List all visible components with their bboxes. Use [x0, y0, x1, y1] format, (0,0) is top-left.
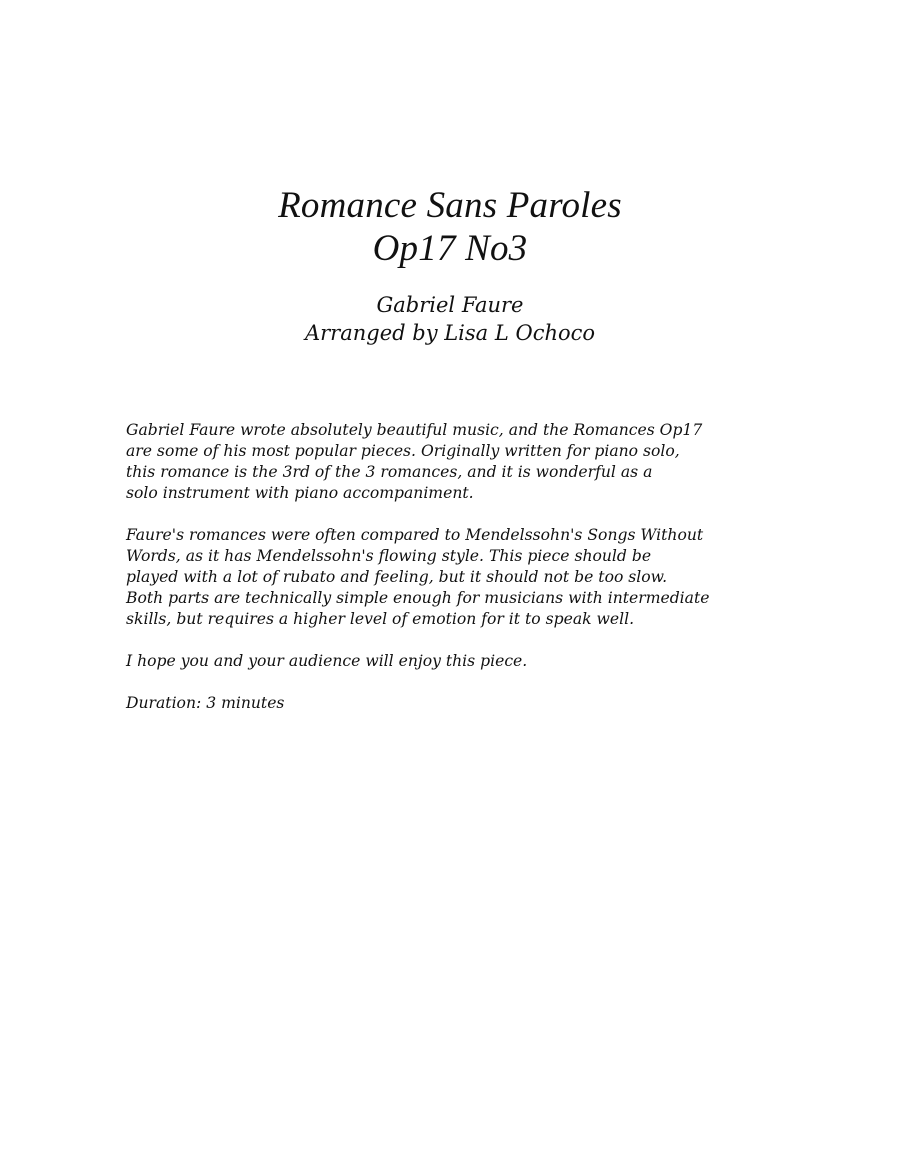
arranger-credit: Arranged by Lisa L Ochoco — [304, 321, 596, 345]
text-line: Gabriel Faure wrote absolutely beautiful music, and the Romances Op17 — [126, 421, 703, 439]
paragraph-intro — [126, 420, 826, 504]
paragraph-closing — [126, 651, 826, 672]
paragraph-style — [126, 525, 826, 630]
text-line: I hope you and your audience will enjoy this piece. — [126, 652, 528, 670]
paragraph-duration — [126, 693, 826, 714]
text-line: Faure's romances were often compared to Mendelssohn's Songs Without — [126, 526, 704, 544]
composer-name: Gabriel Faure — [376, 293, 524, 317]
program-notes — [126, 420, 826, 735]
text-line: skills, but requires a higher level of emotion for it to speak well. — [126, 610, 635, 628]
text-line: are some of his most popular pieces. Originally written for piano solo, — [126, 442, 680, 460]
title-opus: Op17 No3 — [372, 228, 528, 269]
credits-block — [0, 291, 900, 347]
title-main: Romance Sans Paroles — [278, 185, 622, 226]
text-line: Words, as it has Mendelssohn's flowing style. This piece should be — [126, 547, 652, 565]
duration-text: Duration: 3 minutes — [126, 694, 285, 712]
text-line: played with a lot of rubato and feeling, but it should not be too slow. — [126, 568, 668, 586]
title-block — [0, 184, 900, 270]
text-line: Both parts are technically simple enough for musicians with intermediate — [126, 589, 710, 607]
text-line: solo instrument with piano accompaniment. — [126, 484, 474, 502]
text-line: this romance is the 3rd of the 3 romances, and it is wonderful as a — [126, 463, 653, 481]
